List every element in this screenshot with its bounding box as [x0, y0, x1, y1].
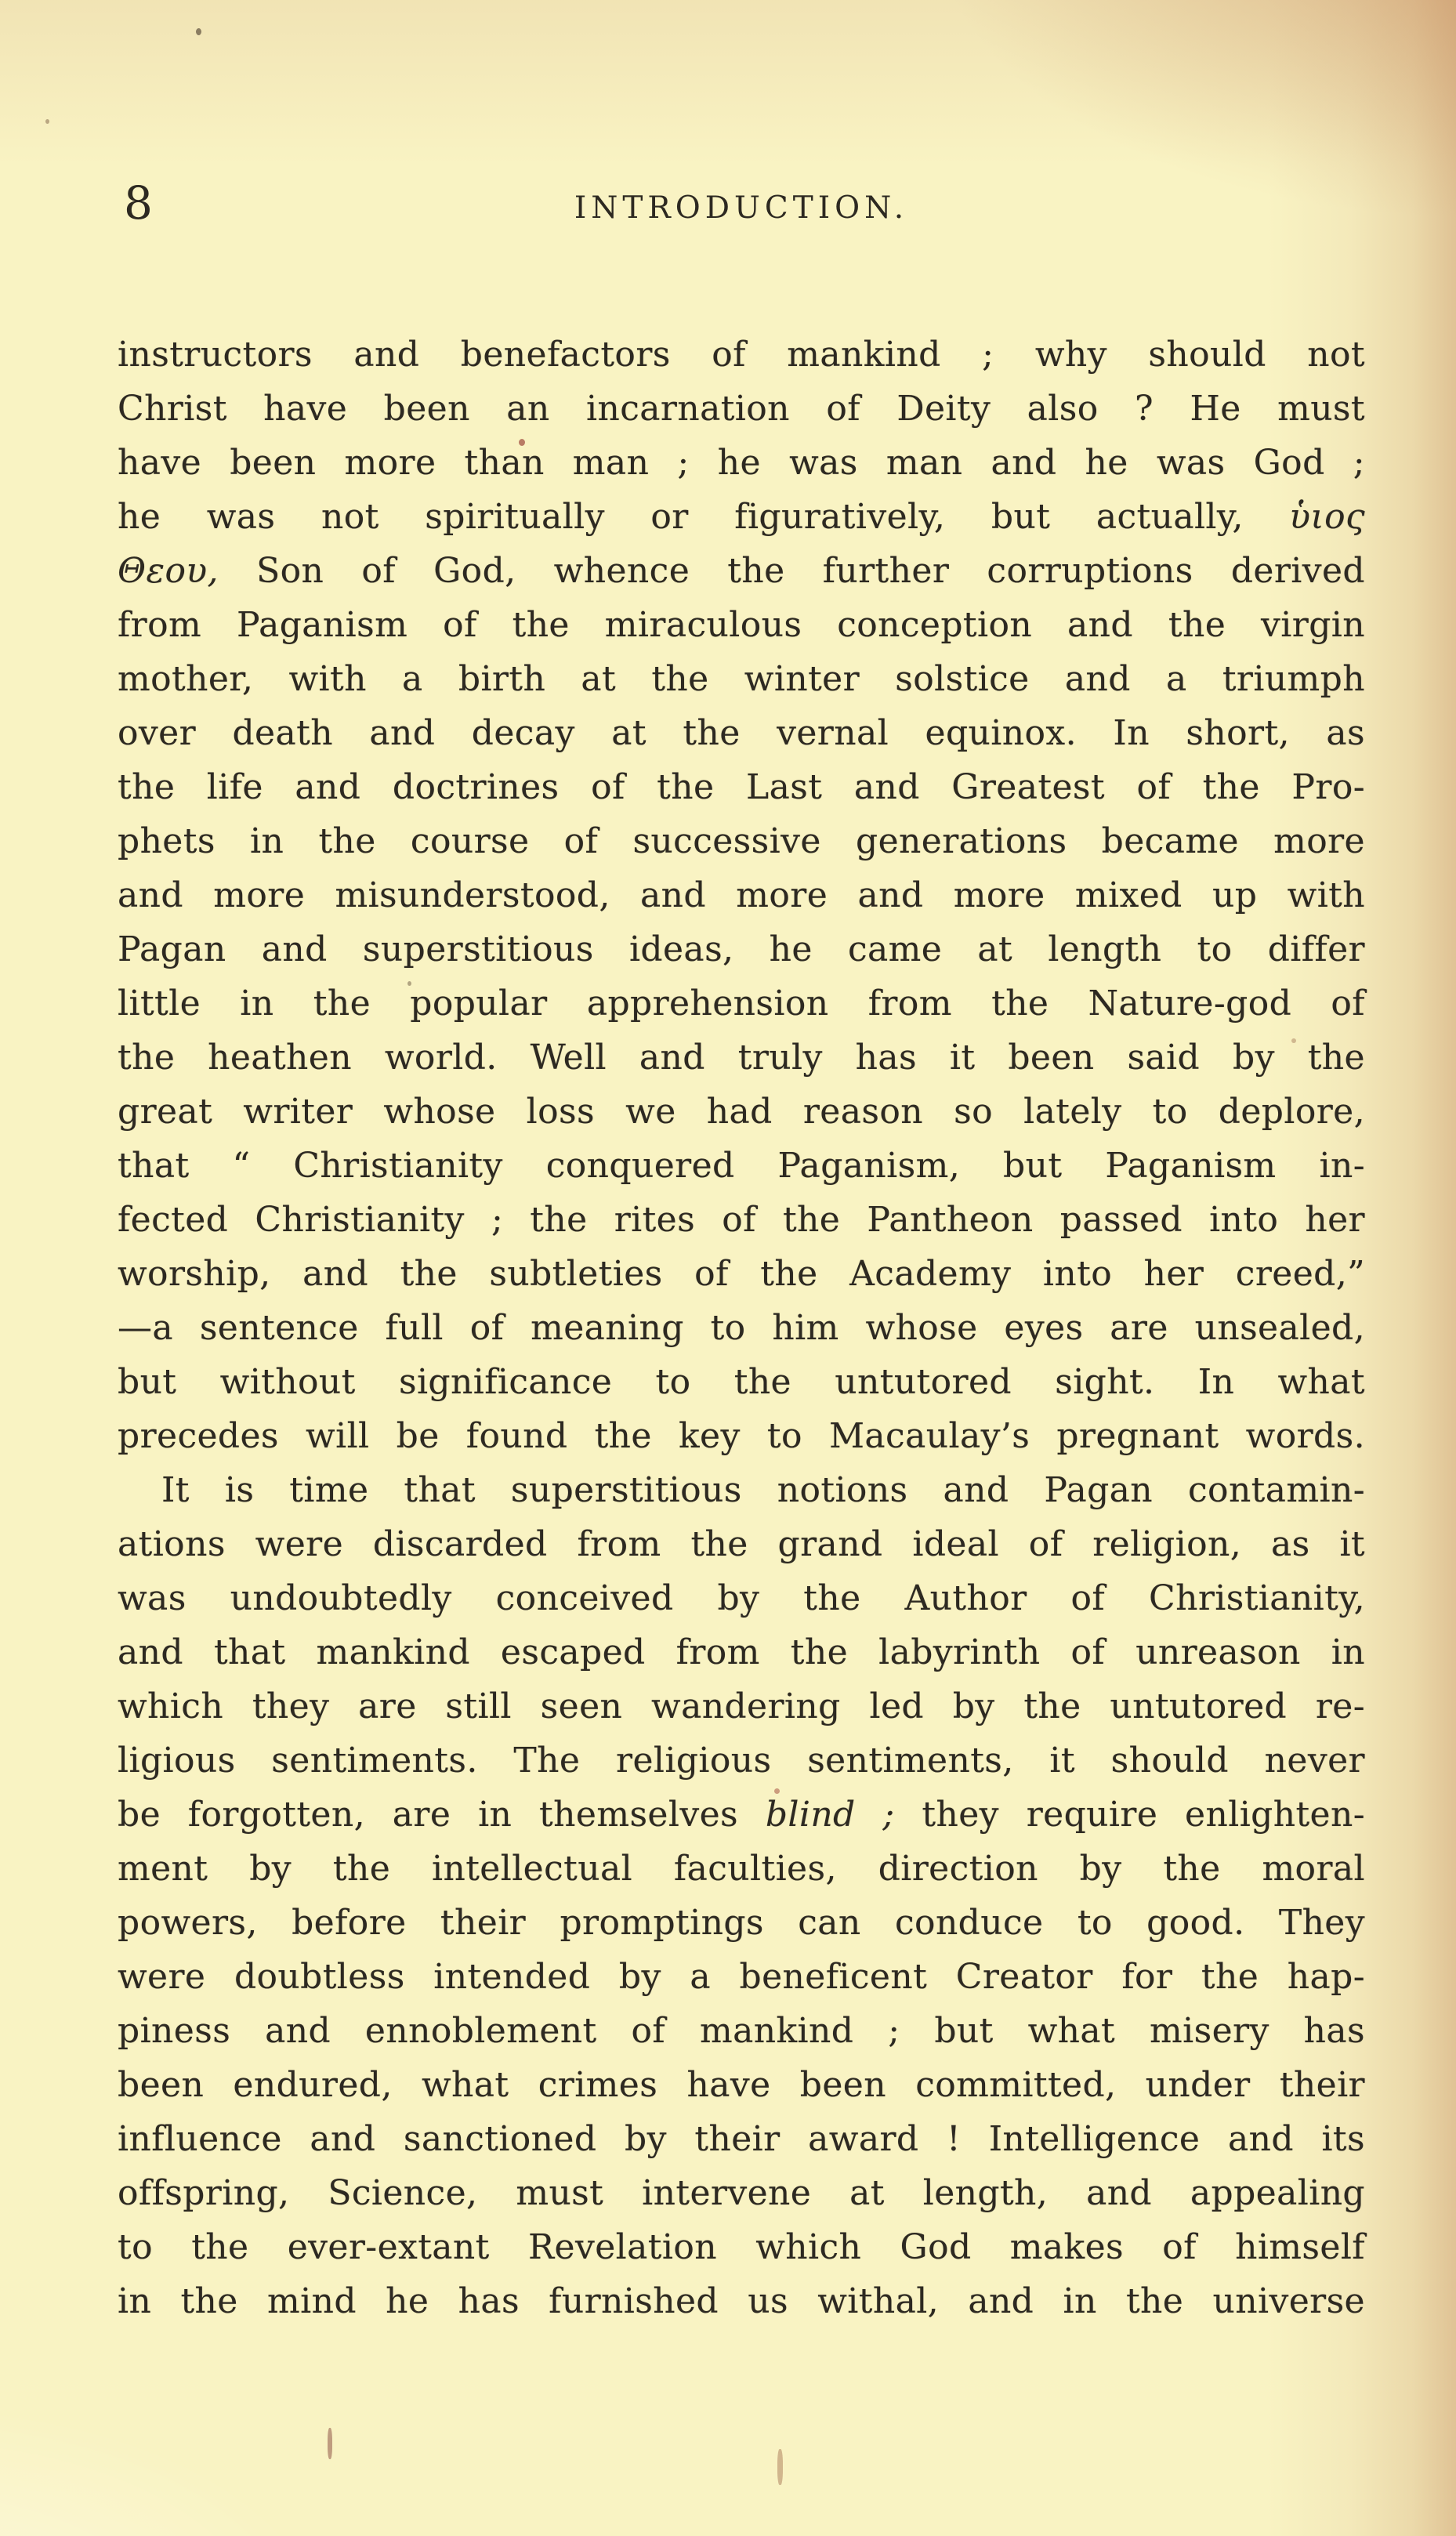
italic-text: blind ;	[765, 1795, 895, 1835]
text-segment: over death and decay at the vernal equinox. In short, as	[118, 713, 1365, 753]
text-segment: powers, before their promptings can conduce to good. They	[118, 1903, 1365, 1943]
text-line	[118, 922, 1365, 976]
page-body	[118, 328, 1365, 2328]
text-segment: precedes will be found the key to Macaulay’s pregnant words.	[118, 1416, 1365, 1456]
text-segment: from Paganism of the miraculous conception and the virgin	[118, 605, 1365, 645]
text-line	[118, 1950, 1365, 2004]
text-segment: Son of God, whence the further corruptions derived	[218, 551, 1365, 591]
text-segment: ligious sentiments. The religious sentiments, it should never	[118, 1741, 1365, 1781]
text-line	[118, 2274, 1365, 2328]
text-line	[118, 598, 1365, 652]
text-line	[118, 2220, 1365, 2274]
text-line	[118, 2166, 1365, 2220]
text-segment: that “ Christianity conquered Paganism, but Paganism in-	[118, 1146, 1365, 1186]
text-line	[118, 1463, 1365, 1517]
text-segment: ment by the intellectual faculties, direction by the moral	[118, 1849, 1365, 1889]
text-segment: —a sentence full of meaning to him whose eyes are unsealed,	[118, 1308, 1365, 1348]
text-line	[118, 760, 1365, 814]
text-segment: they require enlighten-	[894, 1795, 1365, 1835]
text-segment: offspring, Science, must intervene at length, and appealing	[118, 2173, 1365, 2213]
text-segment: instructors and benefactors of mankind ; why should not	[118, 335, 1365, 375]
text-segment: worship, and the subtleties of the Academy into her creed,”	[118, 1254, 1365, 1294]
text-segment: great writer whose loss we had reason so lately to deplore,	[118, 1092, 1365, 1132]
paragraph	[118, 328, 1365, 1463]
text-line	[118, 1788, 1365, 1842]
text-line	[118, 652, 1365, 706]
text-line	[118, 436, 1365, 490]
italic-text: ὑιος	[1289, 497, 1365, 537]
text-line	[118, 2112, 1365, 2166]
text-line	[118, 1139, 1365, 1193]
text-segment: phets in the course of successive generations became more	[118, 821, 1365, 861]
text-line	[118, 1409, 1365, 1463]
text-line	[118, 1517, 1365, 1571]
paper-speck	[45, 119, 49, 124]
text-line	[118, 1085, 1365, 1139]
text-segment: little in the popular apprehension from the Nature-god of	[118, 984, 1365, 1023]
text-segment: the life and doctrines of the Last and Greatest of the Pro-	[118, 767, 1365, 807]
text-segment: in the mind he has furnished us withal, and in the universe	[118, 2281, 1365, 2321]
text-line	[118, 1842, 1365, 1896]
text-line	[118, 490, 1365, 544]
text-line	[118, 382, 1365, 436]
text-segment: to the ever-extant Revelation which God makes of himself	[118, 2227, 1365, 2267]
paper-speck	[196, 28, 201, 35]
text-line	[118, 1896, 1365, 1950]
text-line	[118, 706, 1365, 760]
text-line	[118, 1193, 1365, 1247]
text-segment: Christ have been an incarnation of Deity also ? He must	[118, 389, 1365, 429]
text-segment: influence and sanctioned by their award ! Intelligence and its	[118, 2119, 1365, 2159]
text-line	[118, 868, 1365, 922]
text-segment: It is time that superstitious notions and Pagan contamin-	[161, 1470, 1365, 1510]
text-segment: but without significance to the untutored sight. In what	[118, 1362, 1365, 1402]
text-line	[118, 1734, 1365, 1788]
page-number: 8	[124, 176, 153, 230]
page-header	[118, 176, 1365, 249]
text-segment: the heathen world. Well and truly has it been said by the	[118, 1038, 1365, 1078]
text-segment: and more misunderstood, and more and more mixed up with	[118, 875, 1365, 915]
text-segment: have been more than man ; he was man and he was God ;	[118, 443, 1365, 483]
text-segment: fected Christianity ; the rites of the Pantheon passed into her	[118, 1200, 1365, 1240]
text-line	[118, 1301, 1365, 1355]
text-line	[118, 2004, 1365, 2058]
text-line	[118, 544, 1365, 598]
text-segment: were doubtless intended by a beneficent Creator for the hap-	[118, 1957, 1365, 1997]
text-segment: piness and ennoblement of mankind ; but what misery has	[118, 2011, 1365, 2051]
text-segment: and that mankind escaped from the labyrinth of unreason in	[118, 1632, 1365, 1672]
paragraph	[118, 1463, 1365, 2328]
text-line	[118, 976, 1365, 1031]
text-segment: was undoubtedly conceived by the Author of Christianity,	[118, 1578, 1365, 1618]
text-line	[118, 1355, 1365, 1409]
text-line	[118, 1679, 1365, 1734]
text-line	[118, 814, 1365, 868]
paper-speck	[328, 2428, 332, 2459]
text-segment: he was not spiritually or figuratively, but actually,	[118, 497, 1290, 537]
text-segment: ations were discarded from the grand ideal of religion, as it	[118, 1524, 1365, 1564]
text-line	[118, 328, 1365, 382]
italic-text: Θεου,	[118, 551, 219, 591]
text-line	[118, 1031, 1365, 1085]
text-line	[118, 2058, 1365, 2112]
text-line	[118, 1625, 1365, 1679]
paper-speck	[777, 2449, 783, 2485]
text-line	[118, 1247, 1365, 1301]
text-line	[118, 1571, 1365, 1625]
text-segment: been endured, what crimes have been committed, under their	[118, 2065, 1365, 2105]
text-segment: be forgotten, are in themselves	[118, 1795, 766, 1835]
running-header: INTRODUCTION.	[574, 190, 909, 226]
text-segment: Pagan and superstitious ideas, he came at length to differ	[118, 929, 1365, 969]
text-segment: which they are still seen wandering led by the untutored re-	[118, 1686, 1365, 1726]
text-segment: mother, with a birth at the winter solstice and a triumph	[118, 659, 1365, 699]
